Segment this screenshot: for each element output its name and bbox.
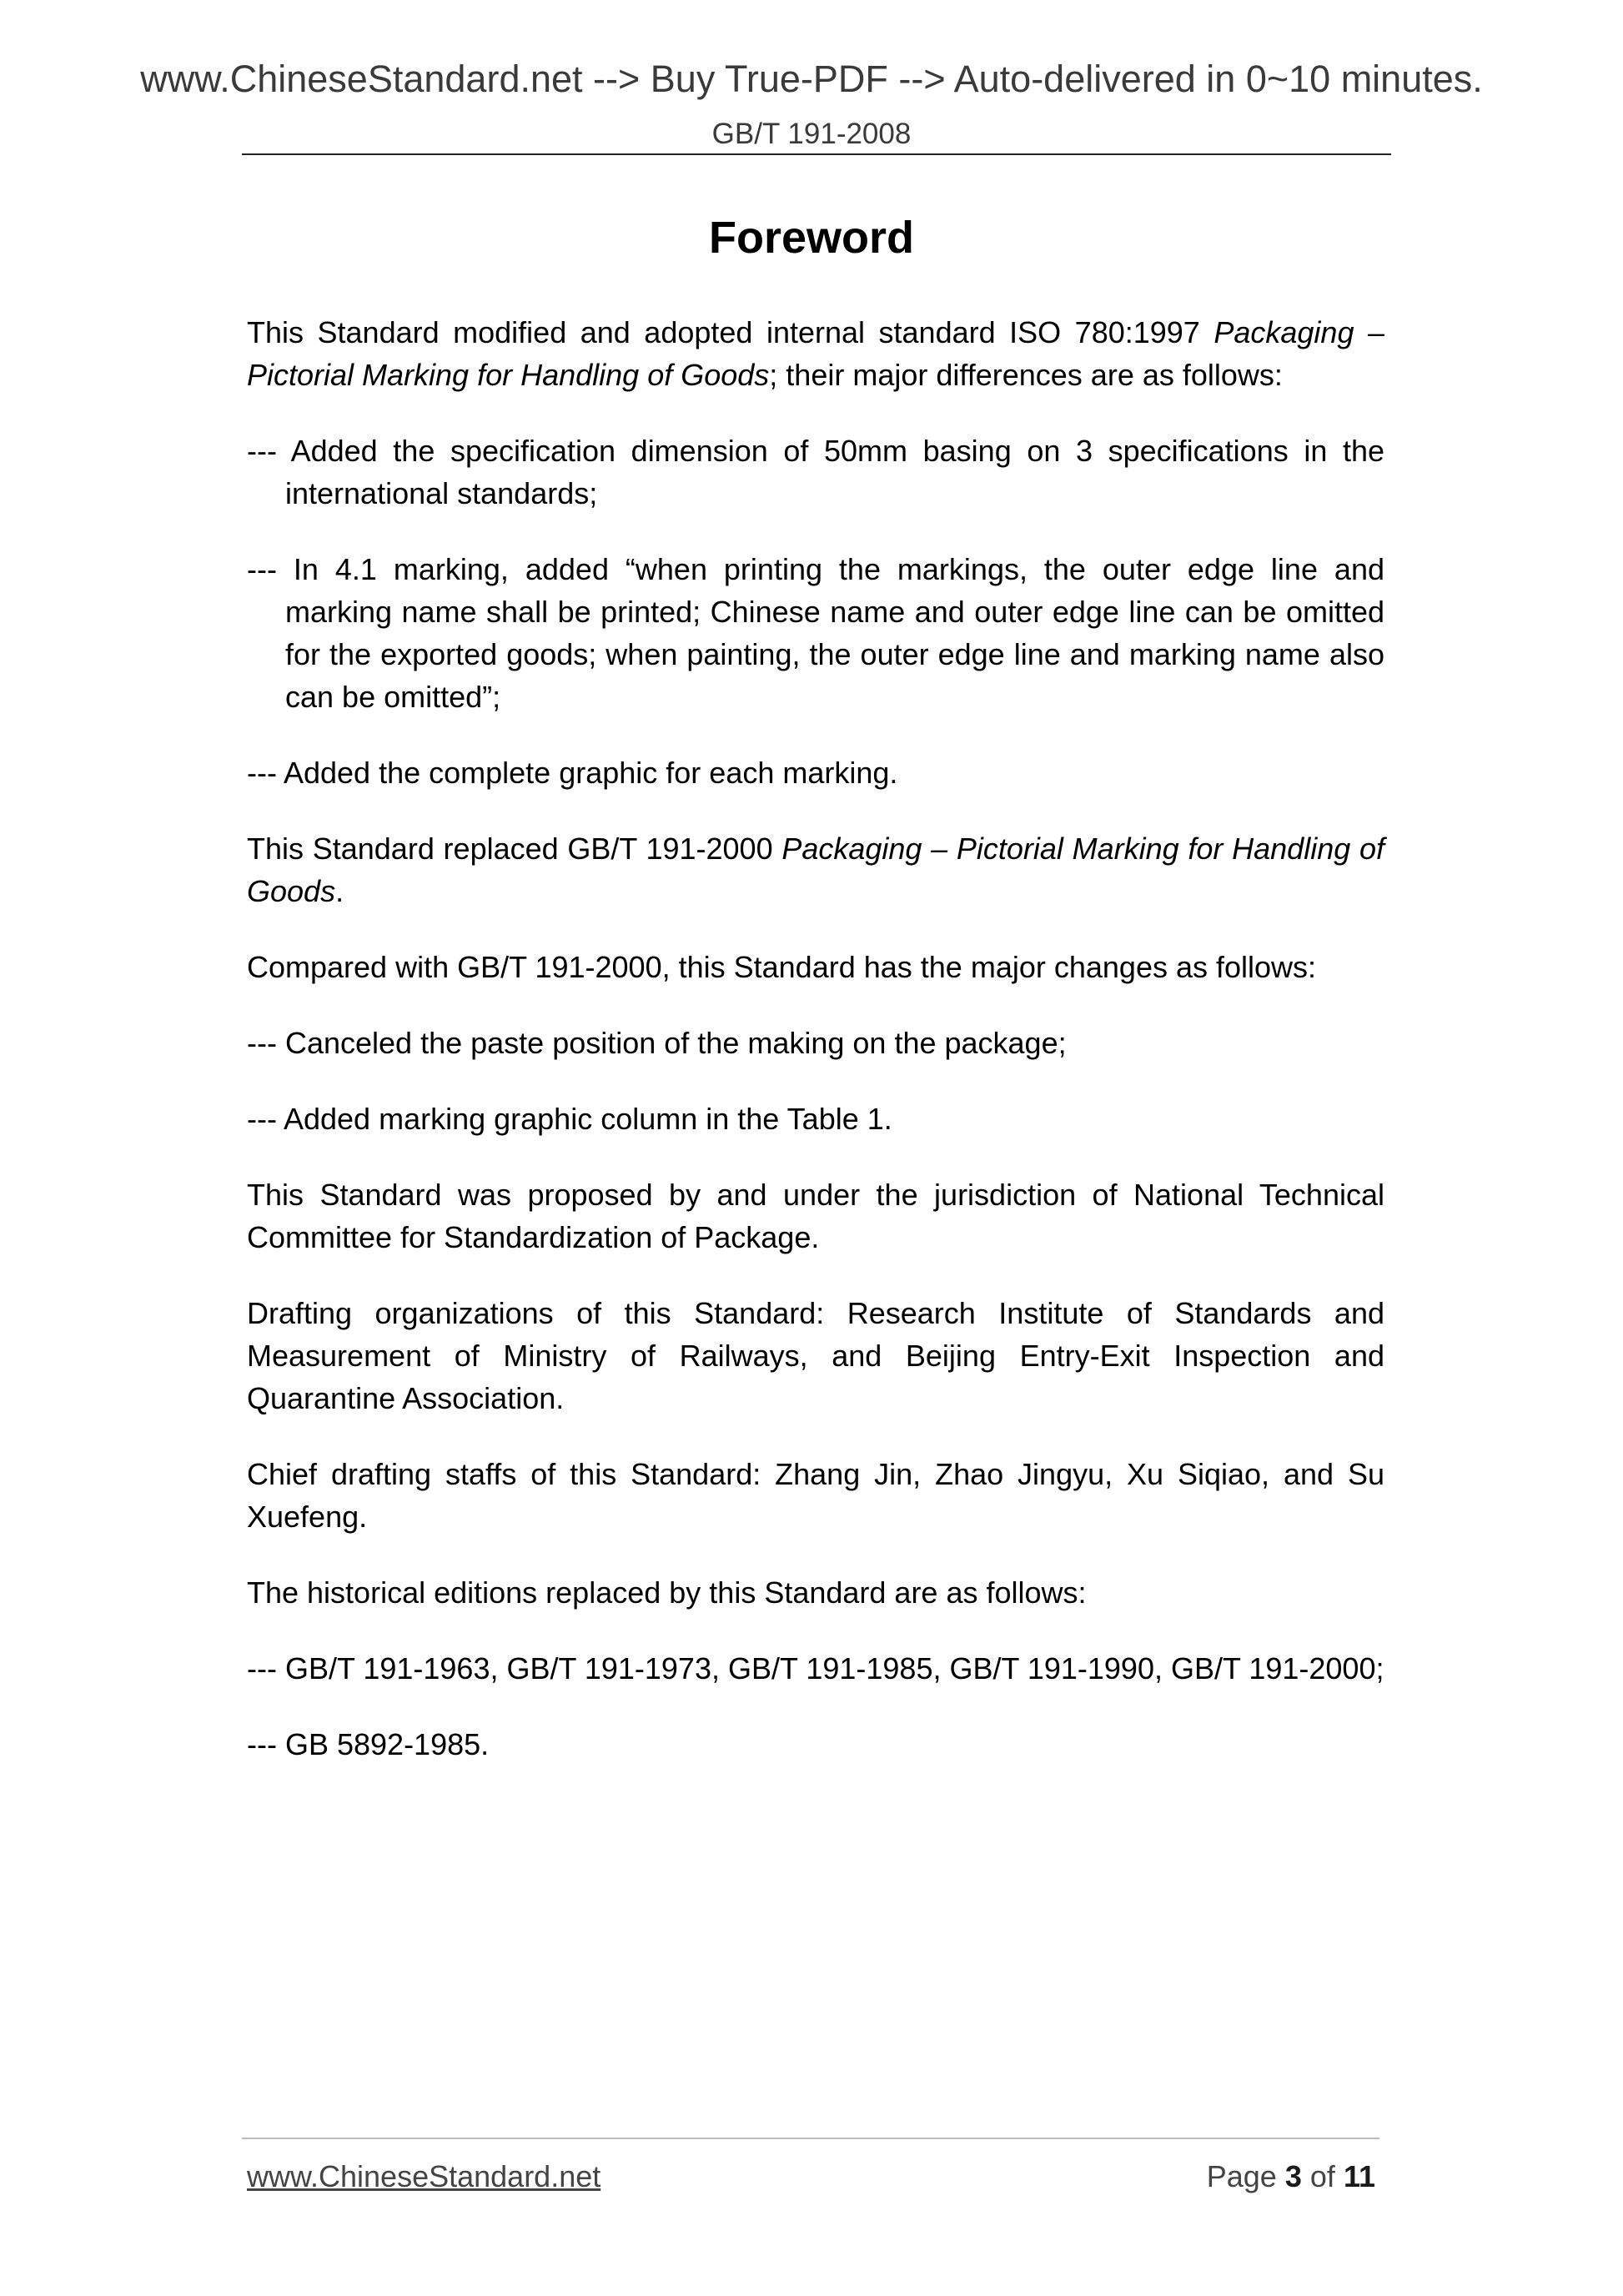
standard-code: GB/T 191-2008 bbox=[711, 118, 912, 150]
page-number: Page 3 of 11 bbox=[1206, 2159, 1375, 2193]
difference-item: --- In 4.1 marking, added “when printing the markings, the outer edge line and marking name shall be printed; Chinese name and outer edge line can be omitted for the exported goods; when painting, the outer edge line and marking name also can be omitted”; bbox=[247, 552, 1384, 714]
change-item: --- Canceled the paste position of the making on the package; bbox=[247, 1026, 1067, 1060]
paragraph-drafting-organizations: Drafting organizations of this Standard: Research Institute of Standards and Measurement of Ministry of Railways, and Beijing Entry-Exit Inspection and Quarantine Association. bbox=[247, 1296, 1384, 1415]
footer-website-link[interactable]: www.ChineseStandard.net bbox=[247, 2159, 601, 2193]
foreword-body bbox=[247, 311, 1384, 1799]
difference-item: --- Added the complete graphic for each marking. bbox=[247, 756, 898, 790]
page-title: Foreword bbox=[708, 213, 914, 263]
history-item: --- GB/T 191-1963, GB/T 191-1973, GB/T 191-1985, GB/T 191-1990, GB/T 191-2000; bbox=[247, 1651, 1384, 1686]
paragraph-comparison: Compared with GB/T 191-2000, this Standard has the major changes as follows: bbox=[247, 950, 1317, 984]
header-divider bbox=[242, 153, 1391, 155]
paragraph-adoption: This Standard modified and adopted internal standard ISO 780:1997 Packaging – Pictorial Marking for Handling of Goods; their major differences are as follows: bbox=[247, 315, 1384, 392]
gb-title-italic: Packaging – Pictorial Marking for Handling of Goods bbox=[247, 831, 1384, 908]
history-item: --- GB 5892-1985. bbox=[247, 1727, 490, 1761]
iso-title-italic: Packaging – Pictorial Marking for Handling of Goods bbox=[247, 315, 1384, 392]
header-banner: www.ChineseStandard.net --> Buy True-PDF --> Auto-delivered in 0~10 minutes. bbox=[140, 58, 1483, 100]
difference-item: --- Added the specification dimension of 50mm basing on 3 specifications in the international standards; bbox=[247, 434, 1384, 510]
paragraph-proposed: This Standard was proposed by and under the jurisdiction of National Technical Committee for Standardization of Package. bbox=[247, 1178, 1384, 1254]
paragraph-replaced: This Standard replaced GB/T 191-2000 Packaging – Pictorial Marking for Handling of Goods. bbox=[247, 831, 1384, 908]
change-item: --- Added marking graphic column in the Table 1. bbox=[247, 1102, 892, 1136]
paragraph-drafting-staff: Chief drafting staffs of this Standard: Zhang Jin, Zhao Jingyu, Xu Siqiao, and Su Xuefeng. bbox=[247, 1457, 1384, 1534]
footer-divider bbox=[242, 2138, 1379, 2139]
paragraph-historical-editions: The historical editions replaced by this Standard are as follows: bbox=[247, 1575, 1087, 1610]
